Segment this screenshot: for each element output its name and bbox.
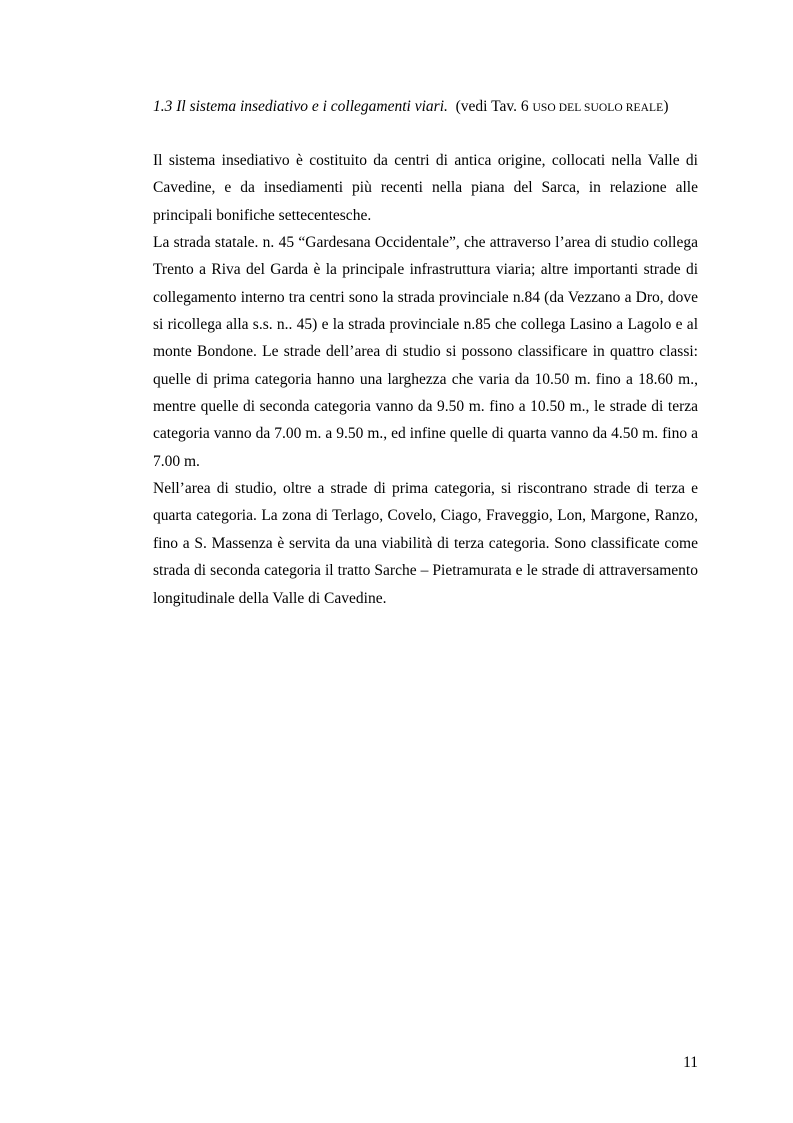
paragraph-study-area-roads: Nell’area di studio, oltre a strade di prima categoria, si riscontrano strade di terza e quarta categoria. La zona di Terlago, Covelo, Ciago, Fraveggio, Lon, Margone, Ranzo, fino a S. Massenza è servita da una viabilità di terza categoria. Sono classificate come strada di seconda categoria il tratto Sarche – Pietramurata e le strade di attraversamento longitudinale della Valle di Cavedine. [153,480,698,607]
table-reference-name: USO DEL SUOLO REALE [532,102,664,114]
page-number: 11 [683,1054,698,1071]
table-reference-suffix: ) [663,98,669,115]
body-text [153,147,698,612]
table-reference-prefix: (vedi Tav. 6 [455,98,533,115]
paragraph-road-network: La strada statale. n. 45 “Gardesana Occidentale”, che attraverso l’area di studio collega Trento a Riva del Garda è la principale infrastruttura viaria; altre importanti strade di collegamento interno tra centri sono la strada provinciale n.84 (da Vezzano a Dro, dove si ricollega alla s.s. n.. 45) e la strada provinciale n.85 che collega Lasino a Lagolo e al monte Bondone. Le strade dell’area di studio si possono classificare in quattro classi: quelle di prima categoria hanno una larghezza che varia da 10.50 m. fino a 18.60 m., mentre quelle di seconda categoria vanno da 9.50 m. fino a 10.50 m., le strade di terza categoria vanno da 7.00 m. a 9.50 m., ed infine quelle di quarta vanno da 4.50 m. fino a 7.00 m. [153,234,698,470]
section-heading [153,96,698,119]
section-title: 1.3 Il sistema insediativo e i collegamenti viari. [153,98,448,115]
paragraph-settlement-system: Il sistema insediativo è costituito da centri di antica origine, collocati nella Valle di Cavedine, e da insediamenti più recenti nella piana del Sarca, in relazione alle principali bonifiche settecentesche. [153,152,698,224]
